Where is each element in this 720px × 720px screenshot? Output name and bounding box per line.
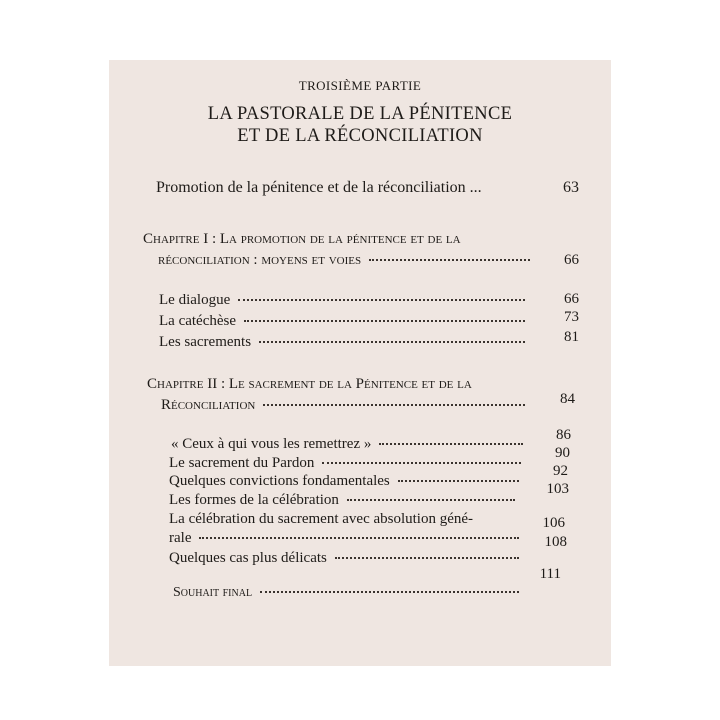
toc-page-number: 90 bbox=[555, 445, 570, 461]
toc-entry-text: Le dialogue bbox=[159, 292, 231, 308]
chapter-heading-1-cont bbox=[158, 252, 536, 269]
leader-dots bbox=[379, 443, 523, 445]
toc-page-number: 81 bbox=[564, 329, 579, 345]
toc-entry bbox=[169, 530, 525, 547]
leader-dots bbox=[199, 537, 519, 539]
toc-entry bbox=[169, 550, 525, 567]
toc-entry-text: La catéchèse bbox=[159, 313, 237, 329]
chapter-heading-line2: réconciliation : moyens et voies bbox=[158, 252, 362, 268]
chapter-heading-1 bbox=[143, 231, 461, 248]
toc-entry-text: Quelques convictions fondamentales bbox=[169, 473, 390, 489]
leader-dots bbox=[398, 480, 519, 482]
leader-dots bbox=[238, 299, 525, 301]
toc-page-number: 66 bbox=[564, 291, 579, 307]
toc-entry bbox=[169, 473, 525, 490]
toc-page-number: 84 bbox=[560, 391, 575, 407]
toc-entry-text: Promotion de la pénitence et de la réconciliation ... bbox=[156, 179, 482, 196]
leader-dots bbox=[335, 557, 519, 559]
toc-entry-text: Le sacrement du Pardon bbox=[169, 455, 315, 471]
toc-page-number: 92 bbox=[553, 463, 568, 479]
part-title-line1: LA PASTORALE DE LA PÉNITENCE bbox=[207, 104, 513, 124]
toc-page-number: 66 bbox=[564, 252, 579, 268]
toc-page-number: 63 bbox=[563, 179, 579, 196]
book-page bbox=[109, 60, 611, 666]
toc-entry-text: Les formes de la célébration bbox=[169, 492, 339, 508]
toc-page-number: 73 bbox=[564, 309, 579, 325]
leader-dots bbox=[369, 259, 530, 261]
toc-entry-text: Quelques cas plus délicats bbox=[169, 550, 327, 566]
chapter-heading-2 bbox=[147, 376, 472, 393]
leader-dots bbox=[259, 341, 525, 343]
toc-entry bbox=[159, 292, 531, 309]
toc-entry bbox=[169, 492, 521, 509]
toc-entry-text: La célébration du sacrement avec absolution géné- bbox=[169, 511, 474, 527]
toc-entry-text: rale bbox=[169, 530, 192, 546]
toc-entry-intro bbox=[156, 179, 541, 197]
toc-page-number: 108 bbox=[544, 534, 567, 550]
part-label: TROISIÈME PARTIE bbox=[298, 78, 422, 93]
toc-page-number: 103 bbox=[546, 481, 569, 497]
toc-entry bbox=[159, 313, 531, 330]
toc-entry-final bbox=[173, 585, 525, 601]
toc-entry-text: Souhait final bbox=[173, 585, 253, 600]
chapter-heading-line1: Chapitre II : Le sacrement de la Pénitence et de la bbox=[147, 376, 472, 392]
toc-entry bbox=[159, 334, 531, 351]
toc-page-number: 106 bbox=[542, 515, 565, 531]
toc-page-number: 86 bbox=[556, 427, 571, 443]
leader-dots bbox=[263, 404, 525, 406]
toc-entry-text: « Ceux à qui vous les remettrez » bbox=[171, 436, 372, 452]
leader-dots bbox=[347, 499, 515, 501]
leader-dots bbox=[322, 462, 521, 464]
chapter-heading-2-cont bbox=[161, 397, 531, 414]
leader-dots bbox=[260, 591, 519, 593]
toc-entry bbox=[169, 455, 527, 472]
chapter-heading-line1: Chapitre I : La promotion de la pénitence et de la bbox=[143, 231, 461, 247]
leader-dots bbox=[244, 320, 525, 322]
toc-entry-text: Les sacrements bbox=[159, 334, 252, 350]
chapter-heading-line2: Réconciliation bbox=[161, 397, 256, 413]
toc-page-number: 111 bbox=[539, 566, 561, 582]
toc-entry bbox=[169, 511, 473, 528]
part-title-line2: ET DE LA RÉCONCILIATION bbox=[237, 126, 483, 146]
toc-entry bbox=[171, 436, 529, 453]
